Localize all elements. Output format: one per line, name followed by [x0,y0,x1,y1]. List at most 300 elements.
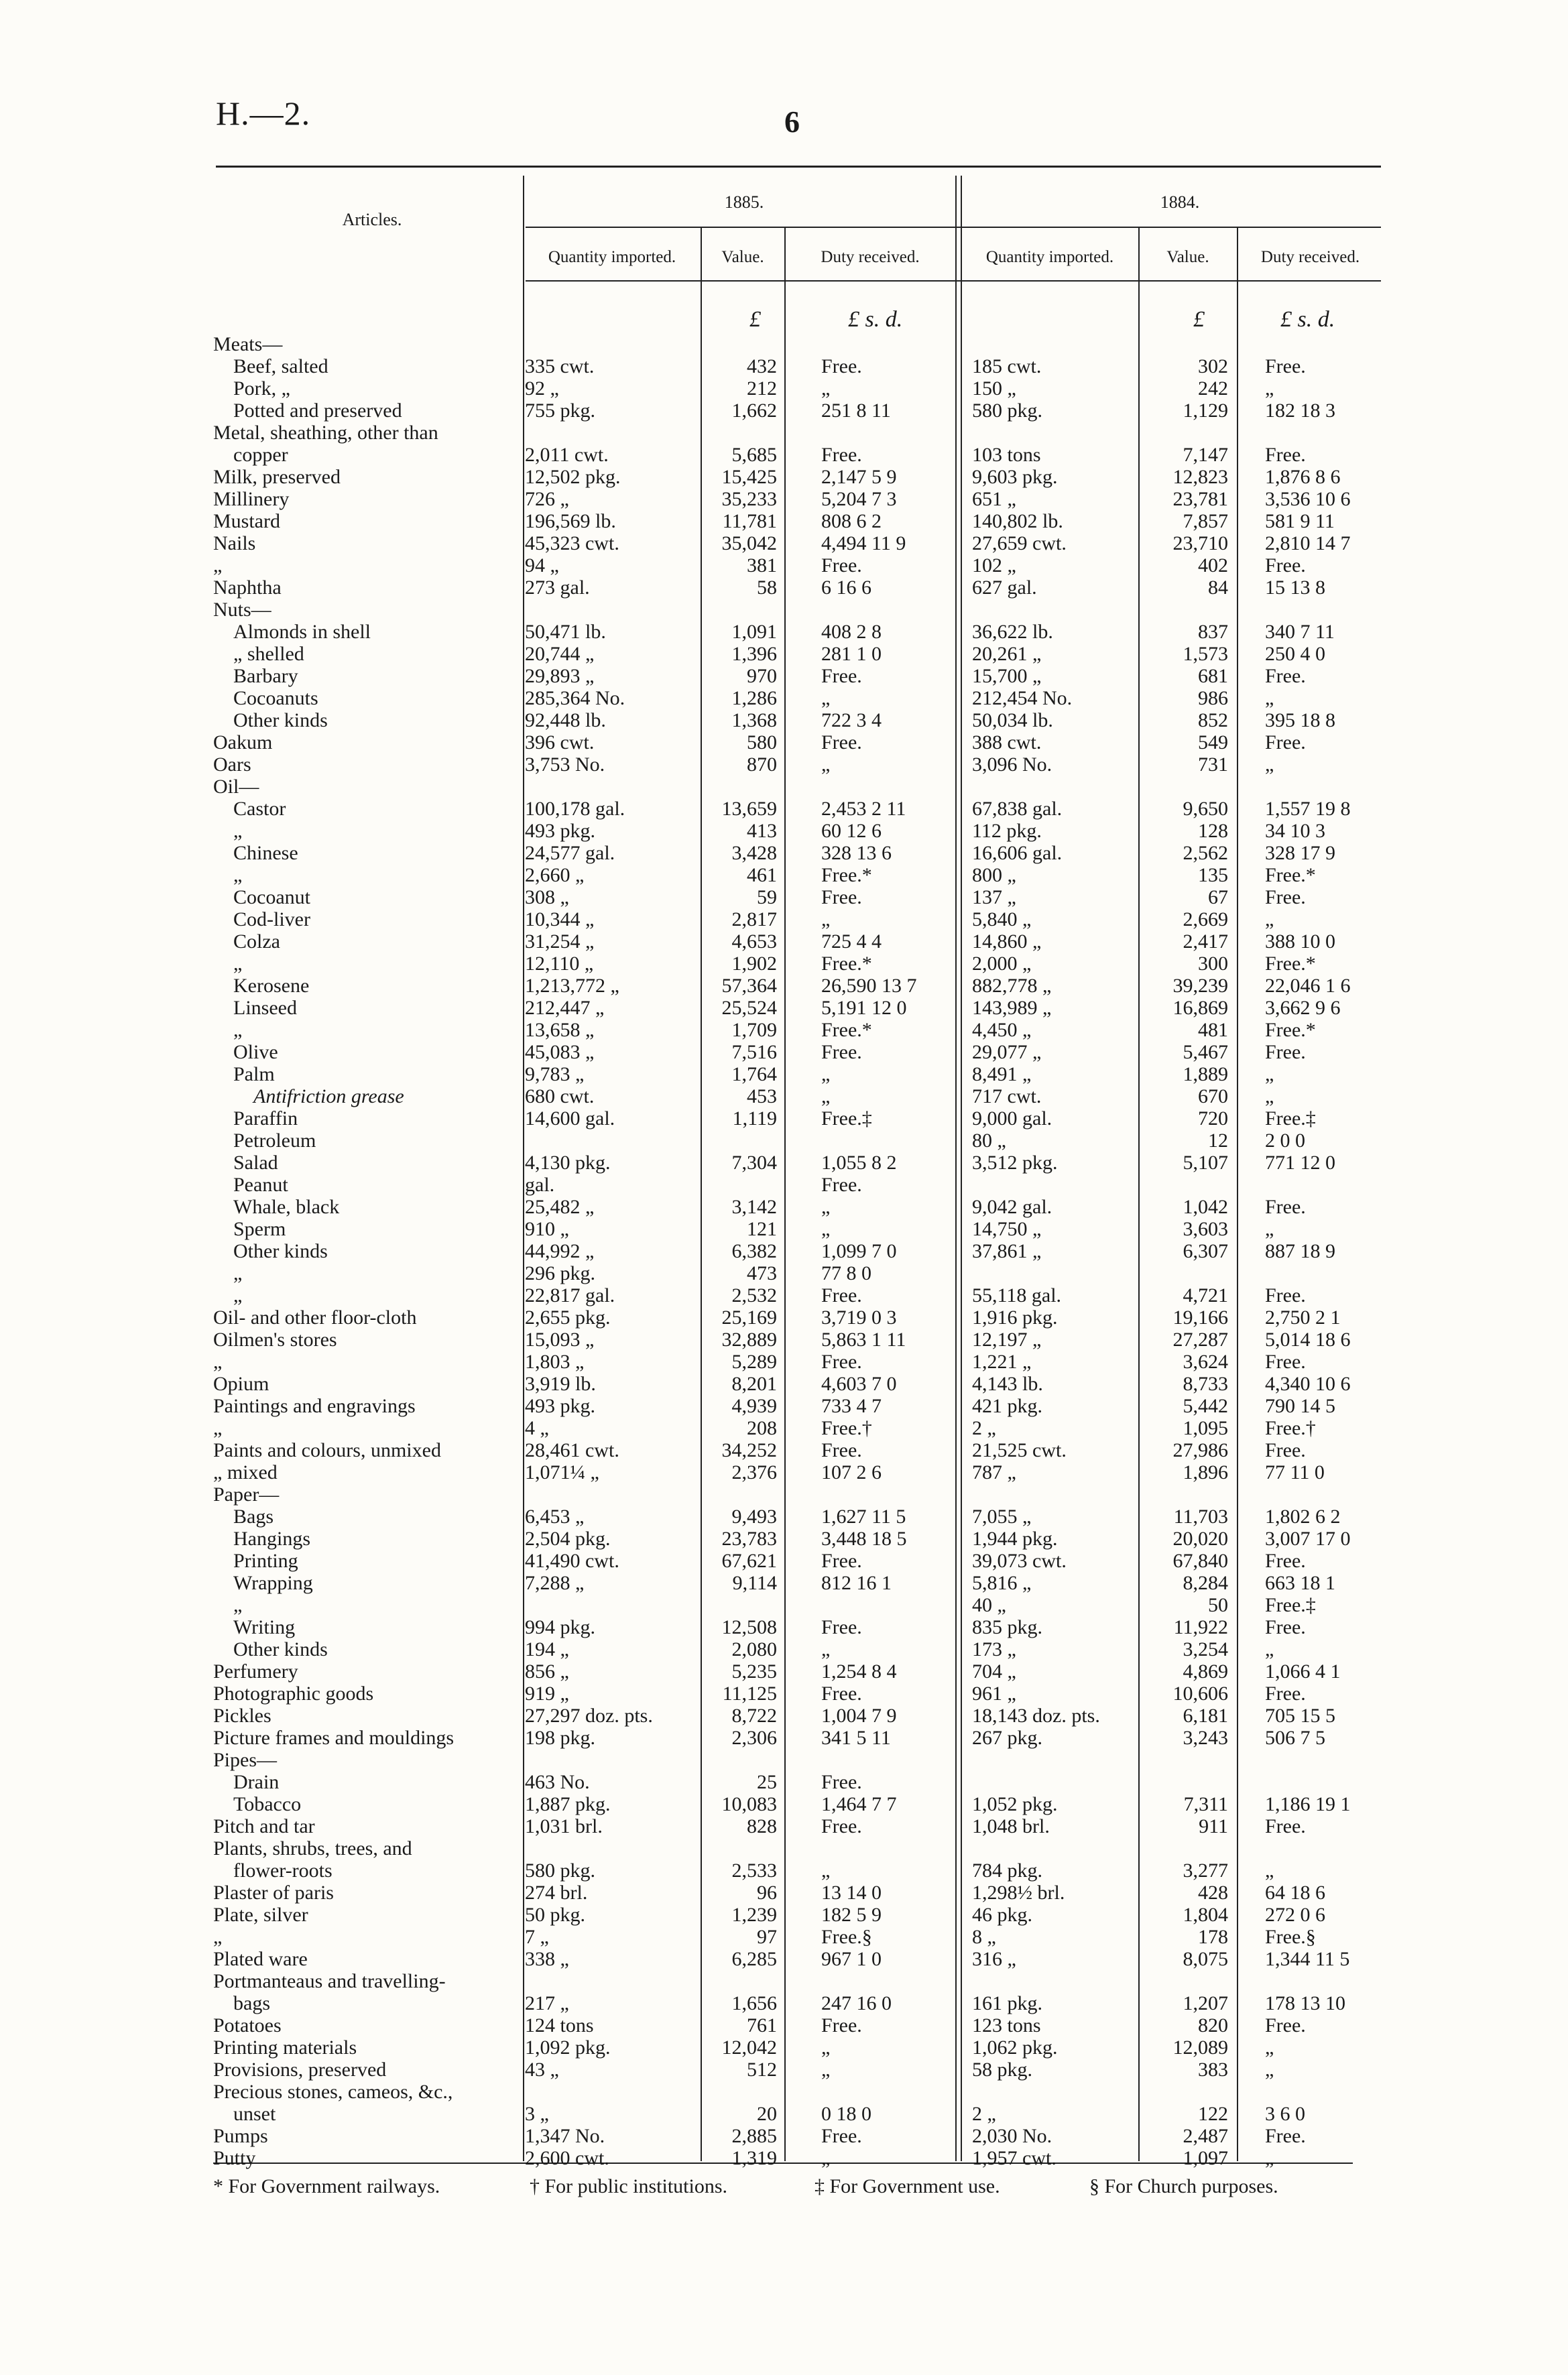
table-row [0,2059,1568,2081]
quantity-1885-cell: 43 „ [525,2059,559,2081]
table-row [0,488,1568,510]
table-row [0,2014,1568,2036]
duty-1884-cell: 2 0 0 [1265,1130,1305,1152]
value-1884-cell: 16,869 [1172,997,1228,1019]
value-1884-cell: 7,857 [1183,510,1228,532]
duty-1884-cell: Free. [1265,1550,1306,1572]
quantity-1885-cell: 273 gal. [525,576,590,599]
table-row [0,687,1568,709]
value-1884-cell: 2,562 [1183,842,1228,864]
duty-1885-cell: Free. [821,731,862,753]
quantity-1885-cell: 2,660 „ [525,864,585,886]
table-row [0,400,1568,422]
quantity-1885-cell: 14,600 gal. [525,1107,615,1130]
value-1885-cell: 870 [747,753,777,776]
value-1884-cell: 2,487 [1183,2125,1228,2147]
quantity-1885-cell: 124 tons [525,2014,594,2036]
quantity-1884-cell: 9,042 gal. [972,1196,1052,1218]
value-1885-cell: 1,286 [731,687,777,709]
quantity-1884-cell: 5,840 „ [972,908,1032,930]
value-1884-cell: 67,840 [1172,1550,1228,1572]
quantity-1884-cell: 2,000 „ [972,953,1032,975]
header-articles: Articles. [342,210,402,229]
value-1885-cell: 1,764 [731,1063,777,1085]
header-quantity-1885: Quantity imported. [548,248,676,266]
duty-1885-cell: „ [821,687,831,709]
duty-1885-cell: Free. [821,1550,862,1572]
table-row [0,842,1568,864]
article-label: Meats— [213,333,283,355]
quantity-1885-cell: 726 „ [525,488,569,510]
duty-1885-cell: Free. [821,1284,862,1306]
article-label: „ [233,864,243,886]
duty-1885-cell: 328 13 6 [821,842,892,864]
duty-1885-cell: „ [821,2147,831,2169]
table-row [0,1329,1568,1351]
duty-1884-cell: 395 18 8 [1265,709,1335,731]
quantity-1884-cell: 143,989 „ [972,997,1052,1019]
quantity-1885-cell: 24,577 gal. [525,842,615,864]
duty-1884-cell: 506 7 5 [1265,1727,1325,1749]
value-1885-cell: 11,125 [722,1683,777,1705]
quantity-1884-cell: 1,944 pkg. [972,1528,1058,1550]
value-1884-cell: 670 [1198,1085,1228,1107]
quantity-1885-cell: 10,344 „ [525,908,595,930]
quantity-1884-cell: 46 pkg. [972,1904,1032,1926]
value-1884-cell: 7,311 [1183,1793,1228,1815]
value-1885-cell: 2,080 [731,1638,777,1660]
quantity-1884-cell: 80 „ [972,1130,1006,1152]
value-1884-cell: 720 [1198,1107,1228,1130]
value-1885-cell: 970 [747,665,777,687]
quantity-1884-cell: 9,000 gal. [972,1107,1052,1130]
quantity-1885-cell: 910 „ [525,1218,569,1240]
duty-1885-cell: 808 6 2 [821,510,882,532]
value-1885-cell: 512 [747,2059,777,2081]
duty-1885-cell: 247 16 0 [821,1992,892,2014]
quantity-1885-cell: 94 „ [525,554,559,576]
article-label: Cocoanuts [233,687,318,709]
article-label: Portmanteaus and travelling- [213,1970,446,1992]
duty-1885-cell: 967 1 0 [821,1948,882,1970]
quantity-1885-cell: 3,753 No. [525,753,605,776]
value-1885-cell: 7,304 [731,1152,777,1174]
quantity-1884-cell: 2 „ [972,1417,996,1439]
article-label: Other kinds [233,709,328,731]
value-1884-cell: 911 [1199,1815,1228,1837]
article-label: bags [233,1992,270,2014]
article-label: Potatoes [213,2014,282,2036]
header-value-1884: Value. [1166,248,1209,266]
quantity-1885-cell: 15,093 „ [525,1329,595,1351]
duty-1884-cell: Free. [1265,1284,1306,1306]
table-row [0,2147,1568,2169]
duty-1885-cell: „ [821,1196,831,1218]
duty-1885-cell: „ [821,2059,831,2081]
duty-1885-cell: Free.§ [821,1926,872,1948]
quantity-1884-cell: 140,802 lb. [972,510,1063,532]
duty-1884-cell: Free. [1265,1683,1306,1705]
article-label: Writing [233,1616,296,1638]
value-1884-cell: 12 [1208,1130,1228,1152]
quantity-1884-cell: 1,052 pkg. [972,1793,1058,1815]
duty-1884-cell: 328 17 9 [1265,842,1335,864]
value-1885-cell: 828 [747,1815,777,1837]
value-1885-cell: 432 [747,355,777,377]
duty-1885-cell: Free. [821,1683,862,1705]
article-label: Pickles [213,1705,272,1727]
table-row [0,1660,1568,1683]
article-label: Perfumery [213,1660,298,1683]
duty-1884-cell: „ [1265,1860,1274,1882]
duty-1884-cell: Free.* [1265,1019,1316,1041]
duty-1884-cell: „ [1265,1638,1274,1660]
table-row [0,2103,1568,2125]
value-1884-cell: 7,147 [1183,444,1228,466]
value-1884-cell: 84 [1208,576,1228,599]
table-row [0,554,1568,576]
article-label: Naphtha [213,576,282,599]
article-label: Oakum [213,731,273,753]
quantity-1884-cell: 4,450 „ [972,1019,1032,1041]
duty-1884-cell: 4,340 10 6 [1265,1373,1351,1395]
quantity-1884-cell: 1,062 pkg. [972,2036,1058,2059]
value-1884-cell: 3,243 [1183,1727,1228,1749]
article-label: Other kinds [233,1638,328,1660]
article-label: Pipes— [213,1749,278,1771]
quantity-1885-cell: 13,658 „ [525,1019,595,1041]
value-1884-cell: 837 [1198,621,1228,643]
quantity-1884-cell: 1,221 „ [972,1351,1032,1373]
article-label: flower-roots [233,1860,333,1882]
value-1885-cell: 3,428 [731,842,777,864]
duty-1885-cell: „ [821,908,831,930]
quantity-1885-cell: 92,448 lb. [525,709,606,731]
article-label: Nails [213,532,256,554]
quantity-1884-cell: 3,512 pkg. [972,1152,1058,1174]
value-1884-cell: 4,721 [1183,1284,1228,1306]
article-label: Cocoanut [233,886,310,908]
value-1884-cell: 5,442 [1183,1395,1228,1417]
value-1885-cell: 23,783 [721,1528,777,1550]
quantity-1884-cell: 835 pkg. [972,1616,1042,1638]
quantity-1885-cell: 1,213,772 „ [525,975,619,997]
value-1884-cell: 1,896 [1183,1461,1228,1483]
value-1885-cell: 2,306 [731,1727,777,1749]
value-1884-cell: 3,277 [1183,1860,1228,1882]
article-label: Plants, shrubs, trees, and [213,1837,412,1860]
article-label: „ [213,1351,223,1373]
value-1885-cell: 2,532 [731,1284,777,1306]
table-row [0,444,1568,466]
duty-1884-cell: 272 0 6 [1265,1904,1325,1926]
header-year-rule [526,227,1381,228]
quantity-1884-cell: 37,861 „ [972,1240,1042,1262]
quantity-1885-cell: 994 pkg. [525,1616,595,1638]
duty-1884-cell: Free. [1265,886,1306,908]
quantity-1884-cell: 1,298½ brl. [972,1882,1065,1904]
quantity-1884-cell: 15,700 „ [972,665,1042,687]
value-1884-cell: 481 [1198,1019,1228,1041]
quantity-1885-cell: 493 pkg. [525,820,595,842]
article-label: „ [233,953,243,975]
quantity-1884-cell: 580 pkg. [972,400,1042,422]
duty-1884-cell: „ [1265,1063,1274,1085]
duty-1884-cell: 15 13 8 [1265,576,1325,599]
article-label: „ [233,820,243,842]
table-row [0,1174,1568,1196]
article-label: Paintings and engravings [213,1395,416,1417]
value-1884-cell: 3,624 [1183,1351,1228,1373]
duty-1884-cell: 1,876 8 6 [1265,466,1341,488]
table-row [0,643,1568,665]
table-row [0,1483,1568,1506]
article-label: Almonds in shell [233,621,371,643]
article-label: Photographic goods [213,1683,374,1705]
value-1885-cell: 1,319 [731,2147,777,2169]
table-row [0,997,1568,1019]
article-label: Mustard [213,510,280,532]
quantity-1885-cell: 338 „ [525,1948,569,1970]
duty-1884-cell: „ [1265,687,1274,709]
duty-1884-cell: Free. [1265,665,1306,687]
duty-1885-cell: 281 1 0 [821,643,882,665]
duty-1885-cell: 1,464 7 7 [821,1793,897,1815]
article-label: Tobacco [233,1793,302,1815]
table-row [0,1749,1568,1771]
table-row [0,1417,1568,1439]
article-label: Printing materials [213,2036,357,2059]
table-row [0,820,1568,842]
duty-1885-cell: 26,590 13 7 [821,975,917,997]
duty-1885-cell: 812 16 1 [821,1572,892,1594]
duty-1885-cell: 5,191 12 0 [821,997,907,1019]
table-row [0,908,1568,930]
article-label: Castor [233,798,286,820]
table-row [0,1970,1568,1992]
article-label: Paper— [213,1483,280,1506]
value-1885-cell: 1,709 [731,1019,777,1041]
duty-1884-cell: 1,802 6 2 [1265,1506,1341,1528]
duty-1884-cell: 182 18 3 [1265,400,1335,422]
article-label: Plaster of paris [213,1882,334,1904]
duty-1885-cell: 5,863 1 11 [821,1329,906,1351]
quantity-1885-cell: 12,110 „ [525,953,594,975]
value-1884-cell: 27,986 [1172,1439,1228,1461]
duty-1885-cell: Free.‡ [821,1107,872,1130]
duty-1884-cell: Free. [1265,1351,1306,1373]
value-1885-cell: 7,516 [731,1041,777,1063]
value-1884-cell: 11,922 [1173,1616,1228,1638]
quantity-1884-cell: 627 gal. [972,576,1037,599]
article-label: Pumps [213,2125,268,2147]
quantity-1884-cell: 103 tons [972,444,1041,466]
duty-1884-cell: Free. [1265,1815,1306,1837]
article-label: „ shelled [233,643,304,665]
quantity-1885-cell: 29,893 „ [525,665,595,687]
duty-1885-cell: 4,494 11 9 [821,532,906,554]
value-1885-cell: 10,083 [721,1793,777,1815]
value-1885-cell: 96 [757,1882,777,1904]
article-label: Oil- and other floor-cloth [213,1306,417,1329]
table-row [0,1550,1568,1572]
duty-1884-cell: „ [1265,377,1274,400]
duty-1884-cell: 64 18 6 [1265,1882,1325,1904]
table-row [0,864,1568,886]
table-row [0,798,1568,820]
value-1885-cell: 2,533 [731,1860,777,1882]
quantity-1885-cell: 41,490 cwt. [525,1550,619,1572]
quantity-1884-cell: 421 pkg. [972,1395,1042,1417]
duty-1885-cell: 341 5 11 [821,1727,891,1749]
value-1884-cell: 9,650 [1183,798,1228,820]
value-1885-cell: 25,524 [721,997,777,1019]
value-1884-cell: 402 [1198,554,1228,576]
duty-1885-cell: 1,099 7 0 [821,1240,897,1262]
value-1885-cell: 5,235 [731,1660,777,1683]
value-1885-cell: 1,091 [731,621,777,643]
duty-1885-cell: „ [821,1638,831,1660]
table-row [0,532,1568,554]
duty-1884-cell: 771 12 0 [1265,1152,1335,1174]
value-1884-cell: 8,284 [1183,1572,1228,1594]
value-1885-cell: 6,382 [731,1240,777,1262]
article-label: Paraffin [233,1107,298,1130]
quantity-1885-cell: 1,803 „ [525,1351,585,1373]
quantity-1885-cell: 1,347 No. [525,2125,605,2147]
article-label: Barbary [233,665,298,687]
quantity-1884-cell: 102 „ [972,554,1016,576]
value-1885-cell: 12,508 [721,1616,777,1638]
duty-1885-cell: Free. [821,1041,862,1063]
article-label: Plate, silver [213,1904,308,1926]
quantity-1885-cell: 194 „ [525,1638,569,1660]
duty-1885-cell: Free. [821,2125,862,2147]
table-row [0,1130,1568,1152]
value-1884-cell: 23,710 [1172,532,1228,554]
value-1884-cell: 300 [1198,953,1228,975]
quantity-1884-cell: 123 tons [972,2014,1041,2036]
value-1884-cell: 681 [1198,665,1228,687]
quantity-1885-cell: 1,071¼ „ [525,1461,599,1483]
quantity-1885-cell: 3,919 lb. [525,1373,596,1395]
quantity-1885-cell: 308 „ [525,886,569,908]
article-label: Whale, black [233,1196,340,1218]
quantity-1885-cell: 7,288 „ [525,1572,585,1594]
quantity-1885-cell: 335 cwt. [525,355,595,377]
article-label: Millinery [213,488,290,510]
article-label: „ [213,1926,223,1948]
duty-1885-cell: Free. [821,554,862,576]
quantity-1885-cell: 2,504 pkg. [525,1528,611,1550]
article-label: Hangings [233,1528,310,1550]
article-label: Peanut [233,1174,288,1196]
quantity-1884-cell: 21,525 cwt. [972,1439,1067,1461]
table-row [0,1528,1568,1550]
duty-1884-cell: 34 10 3 [1265,820,1325,842]
value-1884-cell: 1,042 [1183,1196,1228,1218]
duty-1885-cell: 1,254 8 4 [821,1660,897,1683]
table-row [0,886,1568,908]
value-1885-cell: 2,885 [731,2125,777,2147]
value-1885-cell: 4,939 [731,1395,777,1417]
quantity-1884-cell: 800 „ [972,864,1016,886]
quantity-1885-cell: 296 pkg. [525,1262,595,1284]
quantity-1884-cell: 12,197 „ [972,1329,1042,1351]
article-label: Cod-liver [233,908,310,930]
value-1885-cell: 4,653 [731,930,777,953]
table-row [0,1705,1568,1727]
value-1885-cell: 1,662 [731,400,777,422]
quantity-1884-cell: 212,454 No. [972,687,1073,709]
duty-1885-cell: 60 12 6 [821,820,882,842]
value-1885-cell: 25 [757,1771,777,1793]
article-label: Palm [233,1063,275,1085]
quantity-1885-cell: 100,178 gal. [525,798,625,820]
quantity-1885-cell: 28,461 cwt. [525,1439,619,1461]
duty-1884-cell: Free.* [1265,953,1316,975]
value-1884-cell: 3,603 [1183,1218,1228,1240]
table-row [0,1306,1568,1329]
duty-1884-cell: 2,810 14 7 [1265,532,1351,554]
duty-1884-cell: 77 11 0 [1265,1461,1325,1483]
quantity-1884-cell: 8,491 „ [972,1063,1032,1085]
duty-1885-cell: Free.* [821,1019,872,1041]
value-1885-cell: 413 [747,820,777,842]
duty-1884-cell: Free.‡ [1265,1594,1316,1616]
table-row [0,1992,1568,2014]
duty-1885-cell: „ [821,1085,831,1107]
value-1885-cell: 11,781 [722,510,777,532]
quantity-1884-cell: 4,143 lb. [972,1373,1043,1395]
quantity-1884-cell: 14,750 „ [972,1218,1042,1240]
duty-1884-cell: 581 9 11 [1265,510,1335,532]
duty-1885-cell: Free. [821,1174,862,1196]
table-row [0,1904,1568,1926]
quantity-1884-cell: 161 pkg. [972,1992,1042,2014]
quantity-1884-cell: 36,622 lb. [972,621,1053,643]
quantity-1884-cell: 1,957 cwt. [972,2147,1057,2169]
duty-1885-cell: 2,453 2 11 [821,798,906,820]
article-label: Pork, „ [233,377,290,400]
quantity-1885-cell: 755 pkg. [525,400,595,422]
footnote-church: § For Church purposes. [1089,2175,1278,2197]
quantity-1885-cell: 217 „ [525,1992,569,2014]
quantity-1885-cell: 9,783 „ [525,1063,585,1085]
duty-1884-cell: 3,536 10 6 [1265,488,1351,510]
duty-1885-cell: Free. [821,1771,862,1793]
value-1885-cell: 12,042 [721,2036,777,2059]
duty-1885-cell: Free. [821,2014,862,2036]
table-row [0,1262,1568,1284]
duty-1884-cell: 705 15 5 [1265,1705,1335,1727]
value-1884-cell: 3,254 [1183,1638,1228,1660]
value-1884-cell: 27,287 [1172,1329,1228,1351]
duty-1884-cell: Free. [1265,1041,1306,1063]
header-bottom-rule [526,280,1381,282]
table-row [0,1616,1568,1638]
article-label: Oilmen's stores [213,1329,337,1351]
article-label: „ mixed [213,1461,278,1483]
article-label: Printing [233,1550,298,1572]
value-1885-cell: 1,239 [731,1904,777,1926]
quantity-1885-cell: 493 pkg. [525,1395,595,1417]
article-label: Plated ware [213,1948,308,1970]
value-1885-cell: 761 [747,2014,777,2036]
value-1884-cell: 852 [1198,709,1228,731]
table-row [0,1837,1568,1860]
table-row [0,599,1568,621]
